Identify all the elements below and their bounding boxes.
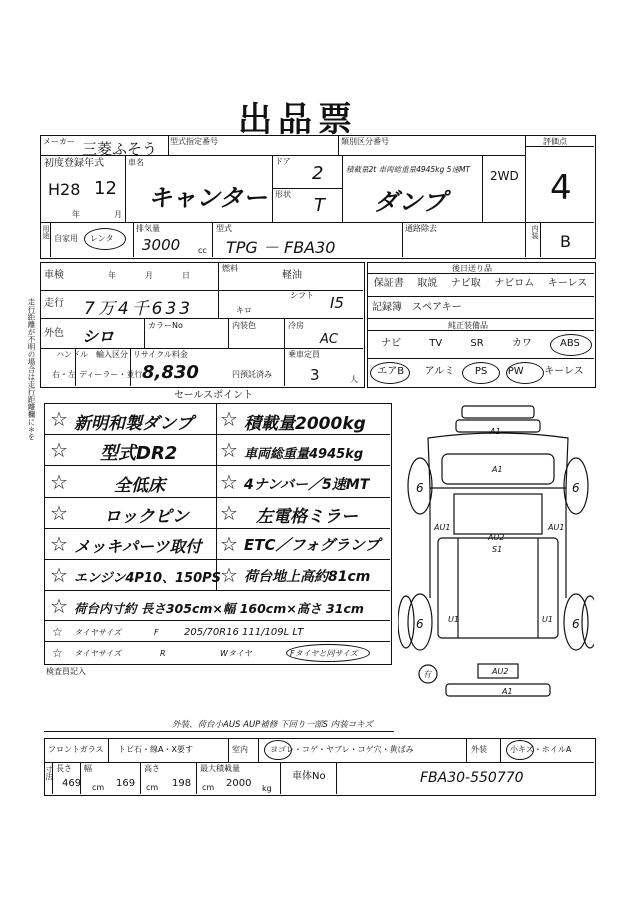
sales-point-6: 4ナンバー／5速MT	[244, 477, 370, 493]
damage-label: AU2	[488, 533, 505, 542]
capacity-value: 3	[310, 366, 320, 384]
damage-label: 6	[572, 617, 580, 631]
sales-point-10: ETC／フォグランプ	[244, 536, 380, 554]
capacity-unit: 人	[350, 375, 358, 384]
maker-label: メーカー	[43, 137, 75, 146]
use-label: 用途	[42, 225, 50, 239]
inspection-day: 日	[182, 271, 190, 280]
recycle-note: 円預託済み	[232, 370, 272, 379]
length-label: 長さ	[56, 764, 72, 773]
star-icon: ☆	[52, 646, 63, 660]
mileage-value: 7万4千633	[84, 299, 194, 319]
equip-keyless: キーレス	[544, 366, 584, 377]
first-reg-year: 12	[94, 178, 117, 199]
recycle-value: 8,830	[142, 362, 199, 383]
interior-label: 内装	[531, 225, 539, 239]
sales-point-7: ロックピン	[104, 507, 189, 527]
fuel-label: 燃料	[222, 264, 238, 273]
month-unit: 月	[114, 210, 122, 219]
doc-warranty: 保証書	[373, 278, 404, 289]
car-name-label: 車名	[128, 158, 144, 167]
recycle-label: リサイクル料金	[133, 350, 188, 359]
car-name: キャンター	[148, 184, 268, 212]
shift-value: I5	[330, 294, 344, 312]
vehicle-damage-diagram	[398, 398, 594, 708]
damage-label: 有	[423, 670, 431, 679]
equip-sr: SR	[470, 338, 484, 349]
side-note: 走行距離が不明の場合は走行距離欄に＊を	[27, 298, 36, 441]
maker-value: 三菱ふそう	[82, 140, 158, 158]
tire-front-value: 205/70R16 111/109L LT	[184, 627, 304, 638]
exterior-items: 小キズ・ホイルA	[510, 745, 572, 754]
tire-front-mark: F	[154, 628, 159, 637]
damage-label: U1	[542, 615, 553, 624]
height-label: 高さ	[144, 764, 160, 773]
ac-value: AC	[320, 332, 338, 347]
equip-tv: TV	[429, 338, 443, 349]
same-size: Fタイヤと同サイズ	[290, 649, 358, 658]
max-load-value: 2000	[226, 778, 252, 789]
interior-value: B	[560, 232, 571, 251]
remarks-text: 外装、荷台小AUS AUP補修 下回り一部S 内装コキズ	[172, 720, 373, 730]
tire-rear-mark: R	[160, 649, 166, 658]
equip-title: 純正装備品	[448, 321, 488, 330]
star-icon: ☆	[220, 532, 238, 556]
ext-color-value: シロ	[82, 327, 115, 346]
inspection-year: 年	[108, 271, 116, 280]
displacement-value: 3000	[142, 236, 181, 254]
star-icon: ☆	[220, 407, 238, 431]
equip-ps: PS	[474, 366, 488, 377]
year-unit: 年	[72, 210, 80, 219]
damage-label: 6	[416, 481, 424, 495]
import-value: ディーラー・並行	[79, 370, 143, 379]
height-unit: cm	[202, 783, 215, 792]
width-label: 幅	[84, 764, 92, 773]
ac-label: 冷房	[288, 321, 304, 330]
star-icon: ☆	[220, 470, 238, 494]
first-reg-era: H28	[48, 180, 81, 199]
mileage-unit: キロ	[236, 306, 252, 315]
via-label: 通路除去	[405, 224, 437, 233]
doc-keyless: キーレス	[547, 278, 588, 289]
equip-airbag: エアB	[377, 366, 405, 377]
doc-navi-rom: ナビロム	[494, 278, 535, 289]
equip-alloy: アルミ	[424, 366, 455, 377]
equip-leather: カワ	[511, 338, 532, 349]
inspection-month: 月	[145, 271, 153, 280]
sales-point-1: 新明和製ダンプ	[74, 414, 194, 434]
exterior-label: 外装	[471, 745, 487, 754]
inspection-label: 車検	[44, 270, 64, 281]
cc-unit: cc	[198, 246, 207, 255]
docs-row-2	[372, 302, 522, 314]
grade-value: 4	[550, 168, 572, 208]
fuel-value: 軽油	[282, 270, 302, 281]
star-icon: ☆	[220, 563, 238, 587]
windshield-label: フロントガラス	[48, 745, 104, 754]
max-load-unit: kg	[262, 784, 272, 793]
int-color-label: 内装色	[232, 321, 256, 330]
equip-pw: PW	[507, 366, 524, 377]
sales-point-full: 荷台内寸約 長さ305cm×幅 160cm×高さ 31cm	[74, 601, 364, 616]
star-icon: ☆	[50, 501, 68, 525]
equip-abs: ABS	[560, 338, 580, 349]
star-icon: ☆	[50, 438, 68, 462]
page-title: 出品票	[238, 100, 358, 140]
length-value: 469	[62, 778, 82, 789]
sales-point-9: メッキパーツ取付	[74, 537, 202, 556]
doc-navi-manual: ナビ取	[450, 278, 481, 289]
doors-label: ドア	[275, 157, 291, 166]
chassis-value: FBA30-550770	[420, 770, 524, 786]
first-reg-label: 初度登録年式	[44, 158, 104, 169]
mileage-label: 走行	[44, 298, 64, 309]
drive-type: 2WD	[490, 169, 519, 183]
damage-label: S1	[492, 545, 503, 554]
later-docs-title: 後日送り品	[452, 264, 492, 273]
w-tire: Wタイヤ	[220, 649, 252, 658]
size-label: 寸法	[45, 766, 53, 780]
damage-label: A1	[502, 687, 513, 696]
shape-value: T	[314, 195, 325, 216]
ext-color-label: 外色	[44, 328, 64, 339]
height-value: 198	[172, 778, 192, 789]
sales-point-5: 全低床	[114, 476, 165, 496]
damage-label: AU2	[492, 667, 509, 676]
grade-label: 評価点	[543, 137, 567, 146]
windshield-note: トビ石・線A・X要す	[118, 745, 193, 754]
width-value: 169	[116, 778, 136, 789]
damage-label: U1	[448, 615, 459, 624]
damage-label: 6	[416, 617, 424, 631]
doc-spare-key: スペアキー	[412, 302, 462, 313]
damage-label: A1	[490, 427, 501, 436]
star-icon: ☆	[50, 407, 68, 431]
color-no-label: カラーNo	[148, 321, 183, 330]
capacity-label: 乗車定員	[288, 350, 320, 359]
model-label: 型式	[216, 224, 232, 233]
damage-label: AU1	[548, 523, 565, 532]
star-icon: ☆	[50, 563, 68, 587]
docs-row-1	[367, 278, 594, 290]
room-items: ヨゴレ・コゲ・ヤブレ・コゲ穴・黄ばみ	[270, 745, 414, 754]
damage-label: AU1	[434, 523, 451, 532]
model-value: TPG － FBA30	[226, 238, 336, 257]
import-label: 輸入区分	[96, 350, 128, 359]
own-use: 自家用	[54, 234, 78, 243]
width-unit: cm	[146, 783, 159, 792]
sales-point-4: 車両総重量4945kg	[244, 447, 364, 462]
sales-point-2: 積載量2000kg	[244, 414, 366, 434]
equip-navi: ナビ	[381, 338, 402, 349]
doc-manual: 取説	[417, 278, 438, 289]
star-icon: ☆	[220, 501, 238, 525]
category-label: 類別区分番号	[341, 137, 389, 146]
star-icon: ☆	[50, 594, 68, 618]
body-type: ダンプ	[374, 188, 447, 216]
shape-label: 形状	[275, 190, 291, 199]
star-icon: ☆	[220, 438, 238, 462]
tire-label-front: タイヤサイズ	[74, 628, 122, 637]
shift-label: シフト	[290, 291, 314, 300]
star-icon: ☆	[52, 625, 63, 639]
displacement-label: 排気量	[136, 224, 160, 233]
spec-note: 積載量2t 車両総重量4945kg 5速MT	[346, 165, 470, 174]
sales-point-11: エンジン4P10、150PS	[74, 571, 222, 586]
damage-label: 6	[572, 481, 580, 495]
length-unit: cm	[92, 783, 105, 792]
star-icon: ☆	[50, 470, 68, 494]
sales-point-12: 荷台地上高約81cm	[244, 569, 371, 585]
sales-point-8: 左電格ミラー	[256, 507, 358, 527]
rental: レンタ	[90, 234, 114, 243]
damage-label: A1	[492, 465, 503, 474]
star-icon: ☆	[50, 532, 68, 556]
model-code-label: 型式指定番号	[170, 137, 218, 146]
handle-label: ハンドル	[56, 350, 88, 359]
doc-record-book: 記録簿	[372, 302, 402, 313]
room-label: 室内	[232, 745, 248, 754]
doors-value: 2	[312, 163, 324, 184]
inspector-label: 検査員記入	[46, 667, 86, 676]
chassis-label: 車体No	[292, 771, 326, 782]
handle-value: 右・左	[52, 370, 76, 379]
sales-point-3: 型式DR2	[100, 443, 178, 464]
sales-points-title: セールスポイント	[174, 390, 254, 401]
tire-label-rear: タイヤサイズ	[74, 649, 122, 658]
max-load-label: 最大積載量	[200, 764, 240, 773]
